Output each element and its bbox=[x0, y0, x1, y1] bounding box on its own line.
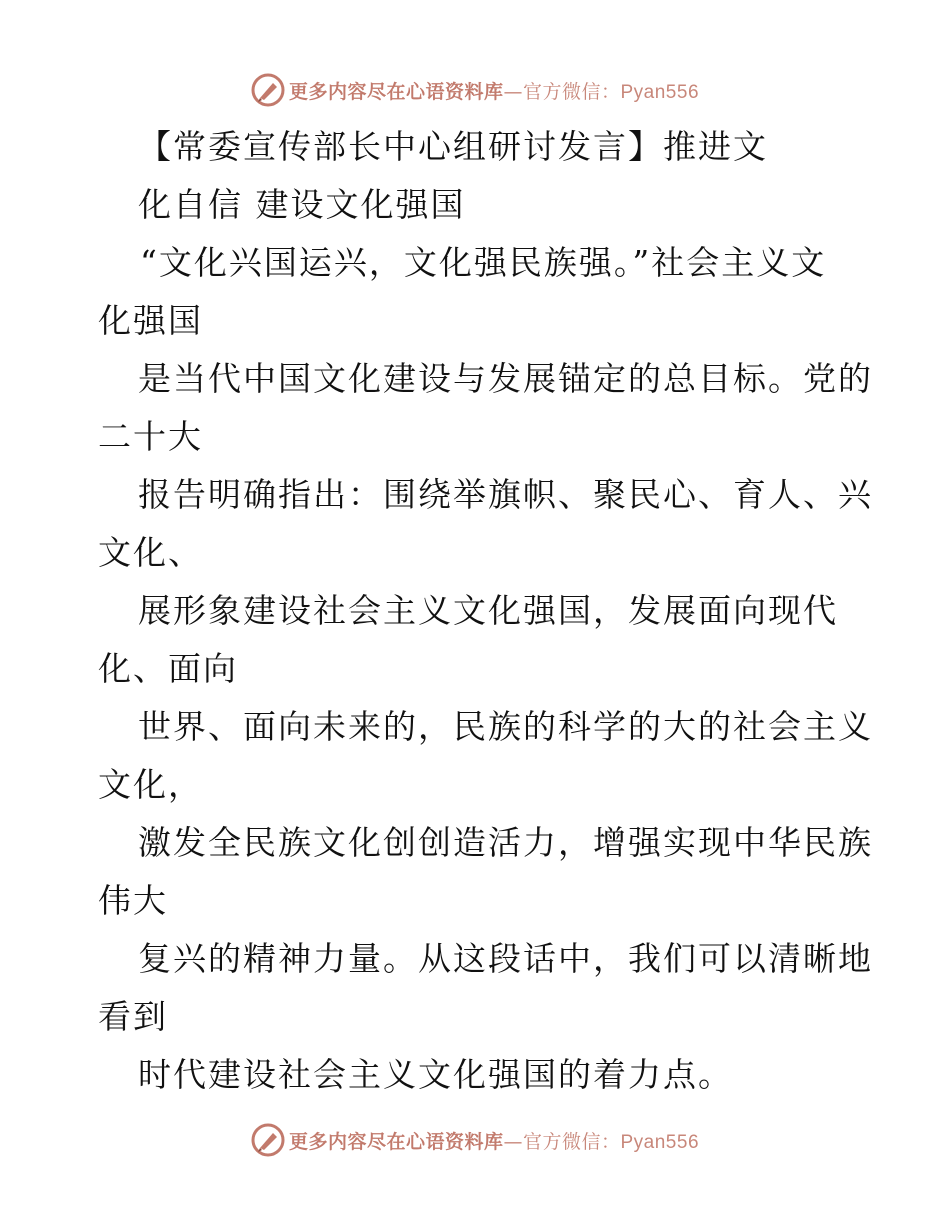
body-line: 世界、面向未来的，民族的科学的大的社会主义 bbox=[138, 707, 873, 746]
body-line: 化强国 bbox=[98, 301, 203, 340]
body-line: 看到 bbox=[98, 997, 168, 1036]
watermark-text: 更多内容尽在心语资料库—官方微信：Pyan556 bbox=[288, 80, 700, 103]
body-line: 时代建设社会主义文化强国的着力点。 bbox=[138, 1055, 733, 1094]
watermark-text: 更多内容尽在心语资料库—官方微信：Pyan556 bbox=[288, 1130, 700, 1153]
pen-logo-icon bbox=[251, 1123, 285, 1157]
header-watermark bbox=[0, 70, 950, 110]
body-line: 展形象建设社会主义文化强国，发展面向现代 bbox=[138, 591, 838, 630]
footer-watermark bbox=[0, 1120, 950, 1160]
body-line: 二十大 bbox=[98, 417, 203, 456]
body-line: “文化兴国运兴，文化强民族强。”社会主义文 bbox=[140, 243, 827, 282]
body-line: 文化， bbox=[98, 765, 203, 804]
pen-logo-icon bbox=[251, 73, 285, 107]
title-line-2: 化自信 建设文化强国 bbox=[138, 185, 466, 224]
body-line: 激发全民族文化创创造活力，增强实现中华民族 bbox=[138, 823, 873, 862]
body-line: 伟大 bbox=[98, 881, 168, 920]
body-line: 文化、 bbox=[98, 533, 203, 572]
body-line: 化、面向 bbox=[98, 649, 238, 688]
body-line: 是当代中国文化建设与发展锚定的总目标。党的 bbox=[138, 359, 873, 398]
body-line: 复兴的精神力量。从这段话中，我们可以清晰地 bbox=[138, 939, 873, 978]
title-line-1: 【常委宣传部长中心组研讨发言】推进文 bbox=[138, 127, 768, 166]
body-line: 报告明确指出：围绕举旗帜、聚民心、育人、兴 bbox=[138, 475, 873, 514]
